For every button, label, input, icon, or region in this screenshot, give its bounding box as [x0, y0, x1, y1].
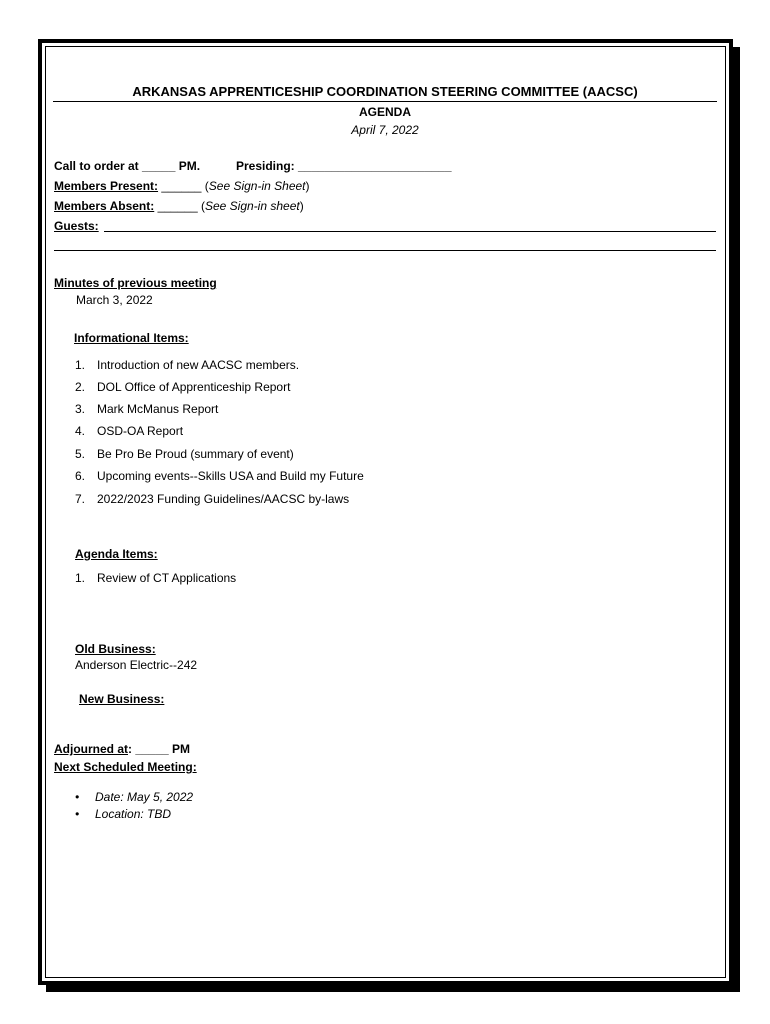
informational-heading: Informational Items:: [74, 331, 189, 345]
meeting-date: April 7, 2022: [351, 123, 419, 137]
old-business-item: Anderson Electric--242: [75, 658, 198, 672]
inner-border: [45, 46, 46, 978]
list-item: 5. Be Pro Be Proud (summary of event): [75, 447, 294, 461]
title-rule: [53, 101, 717, 102]
list-item: 2. DOL Office of Apprenticeship Report: [75, 380, 291, 394]
page-shadow: [46, 985, 740, 992]
list-item: 7. 2022/2023 Funding Guidelines/AACSC by-laws: [75, 492, 350, 506]
new-business-heading: New Business:: [79, 692, 165, 706]
members-present: Members Present: ______ (See Sign-in Sheet): [54, 179, 310, 193]
agenda-heading: AGENDA: [358, 105, 411, 119]
guests-line: [104, 231, 716, 232]
list-item: 1. Review of CT Applications: [75, 571, 237, 585]
call-to-order: Call to order at _____ PM.: [54, 159, 201, 173]
list-item: 6. Upcoming events--Skills USA and Build my Future: [75, 469, 364, 483]
next-meeting-date: • Date: May 5, 2022: [75, 790, 194, 804]
adjourned: Adjourned at: _____ PM: [54, 742, 191, 756]
agenda-items-heading: Agenda Items:: [75, 547, 158, 561]
list-item: 4. OSD-OA Report: [75, 424, 184, 438]
guests-label: Guests:: [54, 219, 99, 233]
minutes-date: March 3, 2022: [76, 293, 153, 307]
minutes-heading: Minutes of previous meeting: [54, 276, 217, 290]
next-meeting-location: • Location: TBD: [75, 807, 172, 821]
next-meeting-heading: Next Scheduled Meeting:: [54, 760, 197, 774]
list-item: 3. Mark McManus Report: [75, 402, 219, 416]
presiding: Presiding: _______________________: [236, 159, 452, 173]
inner-border: [725, 46, 726, 978]
inner-border: [45, 46, 726, 47]
members-absent: Members Absent: ______ (See Sign-in sheet): [54, 199, 304, 213]
document-title: ARKANSAS APPRENTICESHIP COORDINATION STEERING COMMITTEE (AACSC): [132, 84, 638, 99]
inner-border: [45, 977, 726, 978]
old-business-heading: Old Business:: [75, 642, 156, 656]
list-item: 1. Introduction of new AACSC members.: [75, 358, 300, 372]
page-shadow: [733, 47, 740, 992]
guests-line: [54, 250, 716, 251]
